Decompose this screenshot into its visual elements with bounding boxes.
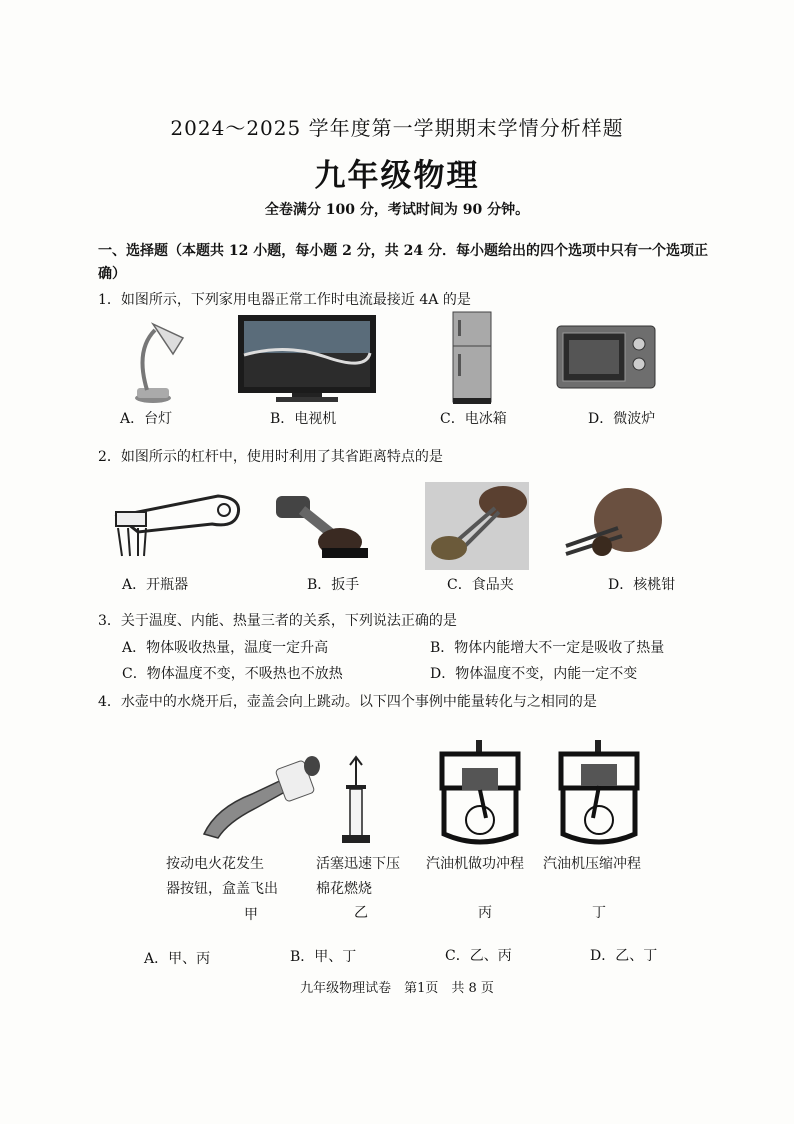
bottle-opener-image: [108, 488, 248, 558]
score-note: 全卷满分 100 分，考试时间为 90 分钟。: [264, 202, 530, 218]
wrench-image: [272, 490, 368, 558]
q1-option-a[interactable]: A．台灯: [120, 411, 173, 427]
subject-title: 九年级物理: [314, 158, 480, 194]
exam-title: 2024～2025 学年度第一学期期末学情分析样题: [170, 116, 624, 140]
microwave-image: [555, 324, 659, 392]
air-compression-syringe-image: [338, 755, 374, 847]
refrigerator-image: [450, 310, 494, 406]
q4-option-c[interactable]: C．乙、丙: [445, 948, 512, 964]
q3-option-a[interactable]: A．物体吸收热量，温度一定升高: [122, 640, 329, 656]
section-heading: 一、选择题（本题共 12 小题，每小题 2 分，共 24 分．每小题给出的四个选项中只有一个选项正确）: [98, 243, 708, 282]
label-yi: 乙: [354, 905, 368, 921]
q3-option-c[interactable]: C．物体温度不变，不吸热也不放热: [122, 666, 343, 682]
q2-option-d[interactable]: D．核桃钳: [608, 577, 676, 593]
question-2-stem: 2．如图所示的杠杆中，使用时利用了其省距离特点的是: [98, 449, 443, 465]
label-bing: 丙: [478, 905, 492, 921]
caption-yi-line1: 活塞迅速下压: [316, 856, 400, 872]
label-jia: 甲: [244, 907, 258, 923]
engine-power-stroke-image: [438, 738, 522, 848]
q2-option-c[interactable]: C．食品夹: [447, 577, 514, 593]
spark-generator-image: [196, 748, 326, 844]
television-image: [236, 313, 378, 405]
caption-ding-line1: 汽油机压缩冲程: [543, 856, 641, 872]
q4-option-b[interactable]: B．甲、丁: [290, 949, 357, 965]
q3-option-b[interactable]: B．物体内能增大不一定是吸收了热量: [430, 640, 665, 656]
q1-option-d[interactable]: D．微波炉: [588, 411, 656, 427]
desk-lamp-image: [125, 310, 195, 405]
question-3-stem: 3．关于温度、内能、热量三者的关系，下列说法正确的是: [98, 613, 457, 629]
q1-option-c[interactable]: C．电冰箱: [440, 411, 507, 427]
page-footer: 九年级物理试卷 第1页 共 8 页: [300, 981, 494, 996]
label-ding: 丁: [592, 905, 606, 921]
q2-option-a[interactable]: A．开瓶器: [122, 577, 189, 593]
caption-jia-line1: 按动电火花发生: [166, 856, 264, 872]
food-tongs-image: [425, 482, 529, 570]
caption-yi-line2: 棉花燃烧: [316, 881, 372, 897]
question-1-stem: 1．如图所示，下列家用电器正常工作时电流最接近 4A 的是: [98, 292, 471, 308]
question-4-stem: 4．水壶中的水烧开后，壶盖会向上跳动。以下四个事例中能量转化与之相同的是: [98, 694, 597, 710]
q4-option-a[interactable]: A．甲、丙: [144, 951, 211, 967]
engine-compression-stroke-image: [557, 738, 641, 848]
caption-bing-line1: 汽油机做功冲程: [426, 856, 524, 872]
q3-option-d[interactable]: D．物体温度不变，内能一定不变: [430, 666, 638, 682]
caption-jia-line2: 器按钮，盒盖飞出: [166, 881, 278, 897]
nutcracker-image: [562, 484, 668, 564]
q1-option-b[interactable]: B．电视机: [270, 411, 337, 427]
q4-option-d[interactable]: D．乙、丁: [590, 948, 658, 964]
q2-option-b[interactable]: B．扳手: [307, 577, 360, 593]
